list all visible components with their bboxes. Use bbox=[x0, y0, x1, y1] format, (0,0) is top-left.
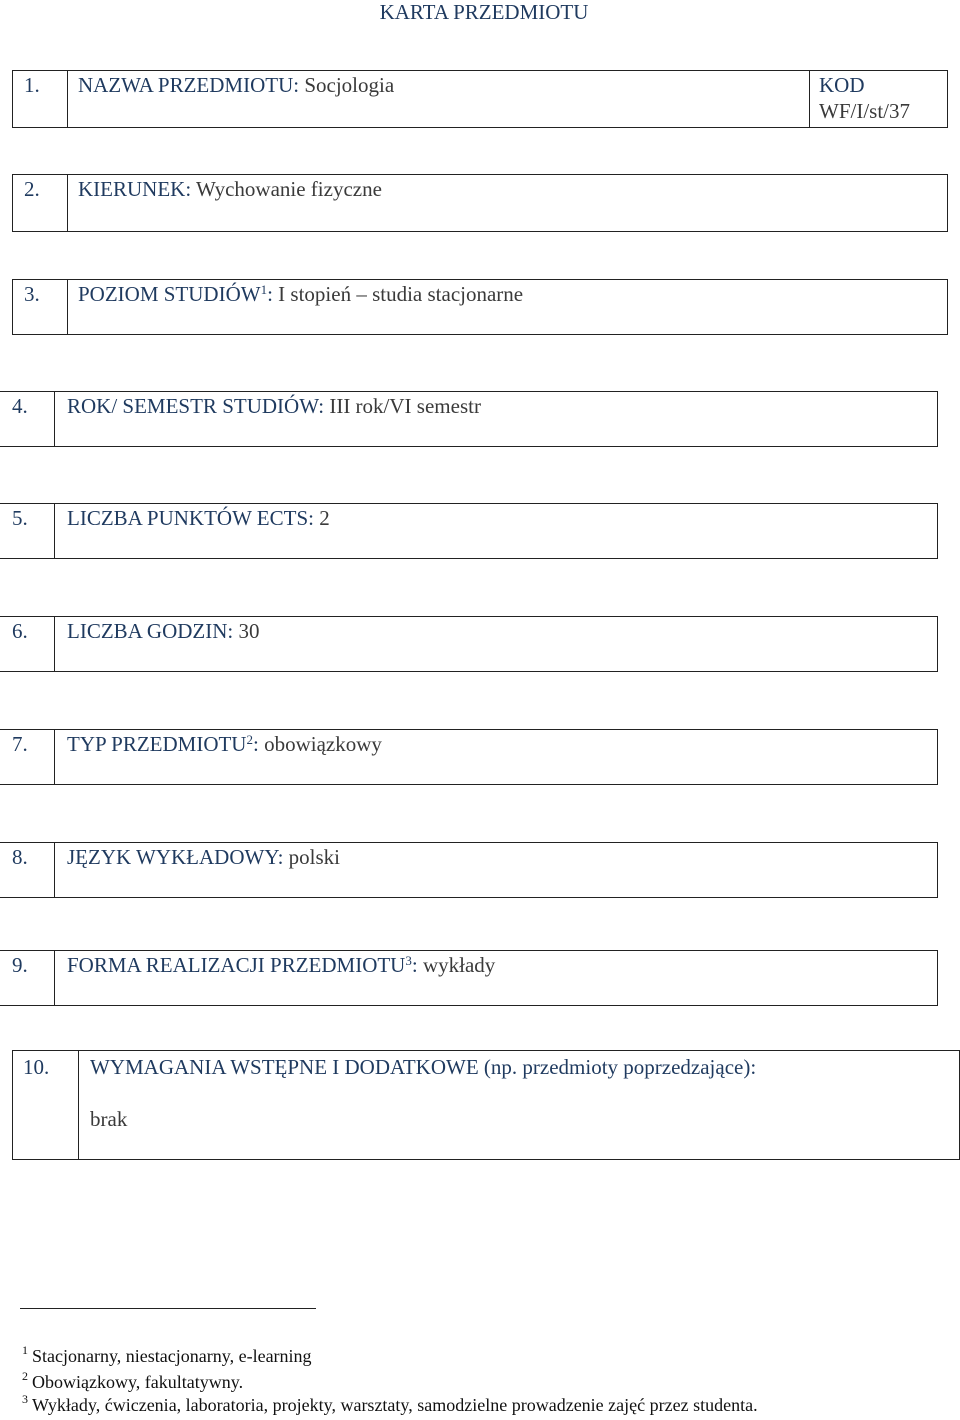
row-left-tick bbox=[0, 784, 9, 785]
code-cell bbox=[809, 71, 947, 127]
row-number-cell bbox=[13, 71, 68, 127]
field-value: polski bbox=[288, 845, 340, 869]
row-left-tick bbox=[0, 446, 9, 447]
row-number-cell bbox=[0, 730, 55, 784]
row-number-cell bbox=[13, 175, 68, 231]
row-number: 2. bbox=[24, 177, 40, 201]
footnote-2 bbox=[22, 1369, 244, 1393]
footnote-ref: 2 bbox=[246, 732, 253, 747]
row-ects-points bbox=[0, 503, 938, 559]
footnote-ref: 3 bbox=[405, 953, 412, 968]
row-number-cell bbox=[0, 843, 55, 897]
row-year-semester bbox=[0, 391, 938, 447]
row-left-tick bbox=[0, 1005, 9, 1006]
document-title: KARTA PRZEDMIOTU bbox=[379, 0, 589, 24]
field-label: TYP PRZEDMIOTU bbox=[67, 732, 247, 756]
row-number-cell bbox=[13, 280, 68, 334]
row-number: 3. bbox=[24, 282, 40, 306]
field-label: JĘZYK WYKŁADOWY: bbox=[67, 845, 284, 869]
row-hours bbox=[0, 616, 938, 672]
row-number: 9. bbox=[12, 953, 28, 977]
row-number: 1. bbox=[24, 73, 40, 97]
row-number-cell bbox=[0, 504, 55, 558]
footnote-text: Obowiązkowy, fakultatywny. bbox=[32, 1372, 244, 1392]
field-label: ROK/ SEMESTR STUDIÓW: bbox=[67, 394, 325, 418]
footnote-3 bbox=[22, 1392, 758, 1416]
footnote-separator bbox=[20, 1308, 316, 1309]
row-subject-name bbox=[12, 70, 948, 128]
field-value: wykłady bbox=[422, 953, 496, 977]
footnote-mark: 1 bbox=[22, 1343, 28, 1357]
field-label: FORMA REALIZACJI PRZEDMIOTU bbox=[67, 953, 406, 977]
row-left-tick bbox=[0, 671, 9, 672]
row-number: 7. bbox=[12, 732, 28, 756]
row-number: 5. bbox=[12, 506, 28, 530]
field-value: III rok/VI semestr bbox=[329, 394, 481, 418]
field-value: Wychowanie fizyczne bbox=[196, 177, 382, 201]
field-label: NAZWA PRZEDMIOTU: bbox=[78, 73, 300, 97]
field-label: LICZBA GODZIN: bbox=[67, 619, 234, 643]
code-label: KOD bbox=[819, 73, 865, 97]
footnote-ref: 1 bbox=[260, 282, 268, 297]
row-language bbox=[0, 842, 938, 898]
row-number: 4. bbox=[12, 394, 28, 418]
field-value: 2 bbox=[319, 506, 330, 530]
row-left-tick bbox=[0, 897, 9, 898]
row-number-cell bbox=[13, 1051, 79, 1159]
row-number: 10. bbox=[23, 1055, 50, 1079]
field-value: 30 bbox=[238, 619, 260, 643]
field-value: obowiązkowy bbox=[264, 732, 382, 756]
row-prerequisites bbox=[12, 1050, 960, 1160]
field-label: POZIOM STUDIÓW bbox=[78, 282, 261, 306]
field-value: I stopień – studia stacjonarne bbox=[278, 282, 524, 306]
code-value: WF/I/st/37 bbox=[819, 99, 911, 123]
row-field-of-study bbox=[12, 174, 948, 232]
row-left-tick bbox=[0, 558, 9, 559]
footnote-mark: 3 bbox=[22, 1392, 28, 1406]
row-number-cell bbox=[0, 617, 55, 671]
field-label: KIERUNEK: bbox=[78, 177, 192, 201]
footnote-1 bbox=[22, 1343, 312, 1367]
row-number-cell bbox=[0, 392, 55, 446]
row-delivery-form: 9. FORMA REALIZACJI PRZEDMIOTU$^3$: wykłady bbox=[0, 950, 938, 1006]
field-value: brak bbox=[90, 1107, 128, 1131]
footnote-text: Stacjonarny, niestacjonarny, e-learning bbox=[32, 1346, 312, 1366]
field-label: LICZBA PUNKTÓW ECTS: bbox=[67, 506, 314, 530]
row-number: 6. bbox=[12, 619, 28, 643]
row-number: 8. bbox=[12, 845, 28, 869]
row-subject-type: 7. TYP PRZEDMIOTU$^2$: obowiązkowy bbox=[0, 729, 938, 785]
row-number-cell bbox=[0, 951, 55, 1005]
row-study-level: 3. POZIOM STUDIÓW$^1$: I stopień – studia stacjonarne bbox=[12, 279, 948, 335]
footnote-mark: 2 bbox=[22, 1369, 28, 1383]
field-value: Socjologia bbox=[304, 73, 395, 97]
field-label: WYMAGANIA WSTĘPNE I DODATKOWE (np. przedmioty poprzedzające): bbox=[90, 1055, 757, 1079]
footnote-text: Wykłady, ćwiczenia, laboratoria, projekty, warsztaty, samodzielne prowadzenie zajęć przez studenta. bbox=[32, 1395, 758, 1415]
